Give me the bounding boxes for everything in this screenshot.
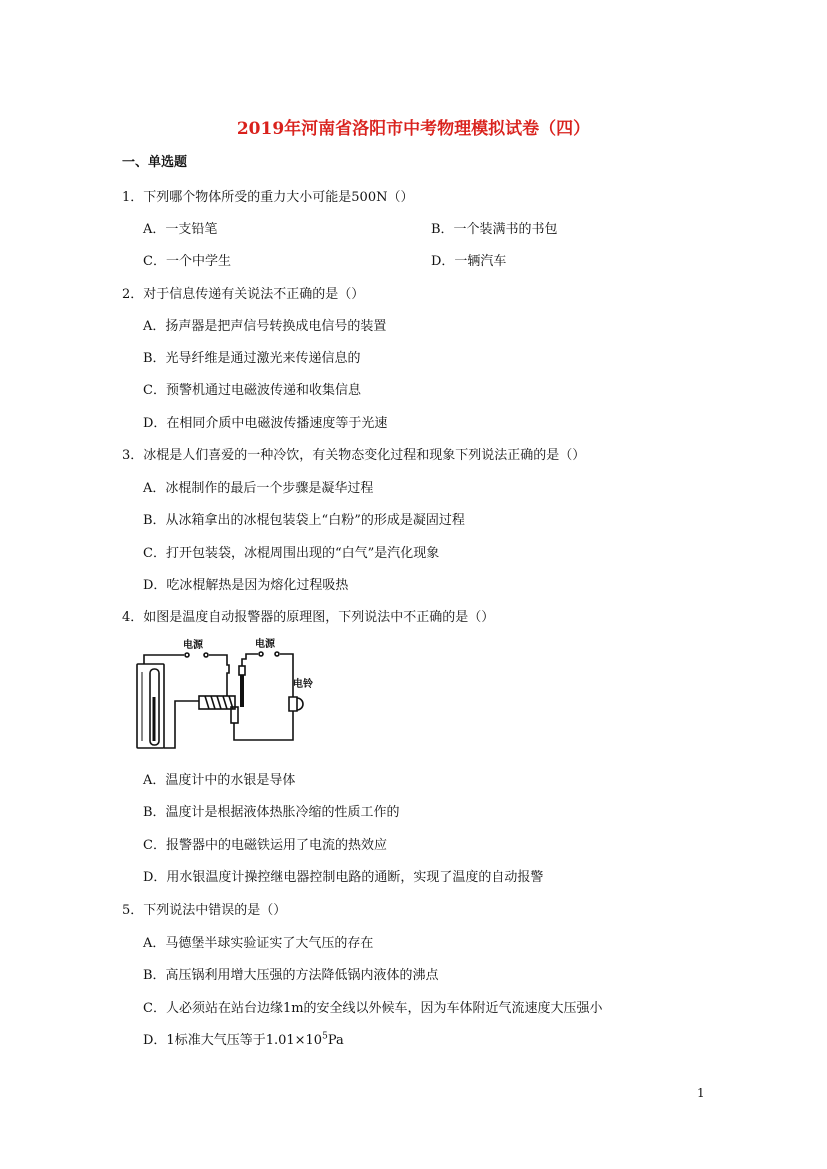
question-3-option-d: D．吃冰棍解热是因为熔化过程吸热 <box>143 578 349 593</box>
diagram-label-power-left: 电源 <box>183 640 203 651</box>
electromagnet-coil <box>205 696 233 709</box>
left-wire-bottom <box>164 701 199 748</box>
question-5-option-b: B．高压锅利用增大压强的方法降低锅内液体的沸点 <box>143 968 439 983</box>
relay-spring <box>239 666 245 675</box>
left-terminal-2 <box>204 653 208 657</box>
question-2-stem: 2．对于信息传递有关说法不正确的是（） <box>122 287 365 302</box>
question-1-option-c: C．一个中学生 <box>143 254 231 269</box>
question-5-stem: 5．下列说法中错误的是（） <box>122 903 287 918</box>
question-1-option-d: D．一辆汽车 <box>431 254 507 269</box>
left-wire-right <box>209 655 229 679</box>
question-4-option-c: C．报警器中的电磁铁运用了电流的热效应 <box>143 838 387 853</box>
right-terminal-1 <box>259 652 263 656</box>
question-3-stem: 3．冰棍是人们喜爱的一种冷饮，有关物态变化过程和现象下列说法正确的是（） <box>122 448 586 463</box>
question-2-option-b: B．光导纤维是通过激光来传递信息的 <box>143 351 361 366</box>
option-d-unit: Pa <box>327 1033 344 1048</box>
question-5-option-d <box>143 1029 344 1048</box>
left-terminal-1 <box>185 653 189 657</box>
question-4-option-b: B．温度计是根据液体热胀冷缩的性质工作的 <box>143 805 400 820</box>
right-wire-top-right <box>280 654 293 697</box>
document-title: 2019年河南省洛阳市中考物理模拟试卷（四） <box>236 119 591 139</box>
question-2-option-d: D．在相同介质中电磁波传播速度等于光速 <box>143 416 388 431</box>
question-3-option-c: C．打开包装袋，冰棍周围出现的“白气”是汽化现象 <box>143 546 440 561</box>
section-heading: 一、单选题 <box>122 155 188 170</box>
question-4-stem: 4．如图是温度自动报警器的原理图，下列说法中不正确的是（） <box>122 610 495 625</box>
right-wire-bottom <box>234 711 293 740</box>
option-d-prefix: D．1标准大气压等于1.01×10 <box>143 1033 323 1048</box>
question-2-option-a: A．扬声器是把声信号转换成电信号的装置 <box>143 319 387 334</box>
question-3-option-a: A．冰棍制作的最后一个步骤是凝华过程 <box>143 481 374 496</box>
question-4-option-d: D．用水银温度计操控继电器控制电路的通断，实现了温度的自动报警 <box>143 870 544 885</box>
temperature-alarm-circuit-diagram <box>133 637 313 755</box>
diagram-label-power-right: 电源 <box>255 639 275 650</box>
question-5-option-c: C．人必须站在站台边缘1m的安全线以外候车，因为车体附近气流速度大压强小 <box>143 1001 603 1016</box>
question-1-option-a: A．一支铅笔 <box>143 222 218 237</box>
question-1-stem: 1．下列哪个物体所受的重力大小可能是500N（） <box>122 190 414 205</box>
question-1-option-b: B．一个装满书的书包 <box>431 222 558 237</box>
option-d-exponent: 5 <box>322 1031 328 1042</box>
left-wire-top <box>144 655 184 664</box>
right-terminal-2 <box>275 652 279 656</box>
question-4-option-a: A．温度计中的水银是导体 <box>143 773 296 788</box>
diagram-label-bell: 电铃 <box>293 679 313 690</box>
bell-dome <box>297 698 303 710</box>
question-3-option-b: B．从冰箱拿出的冰棍包装袋上“白粉”的形成是凝固过程 <box>143 513 465 528</box>
right-wire-top-left <box>242 654 258 666</box>
question-2-option-c: C．预警机通过电磁波传递和收集信息 <box>143 383 361 398</box>
question-5-option-a: A．马德堡半球实验证实了大气压的存在 <box>143 936 374 951</box>
page-number: 1 <box>697 1086 705 1100</box>
bell-body <box>289 697 297 711</box>
